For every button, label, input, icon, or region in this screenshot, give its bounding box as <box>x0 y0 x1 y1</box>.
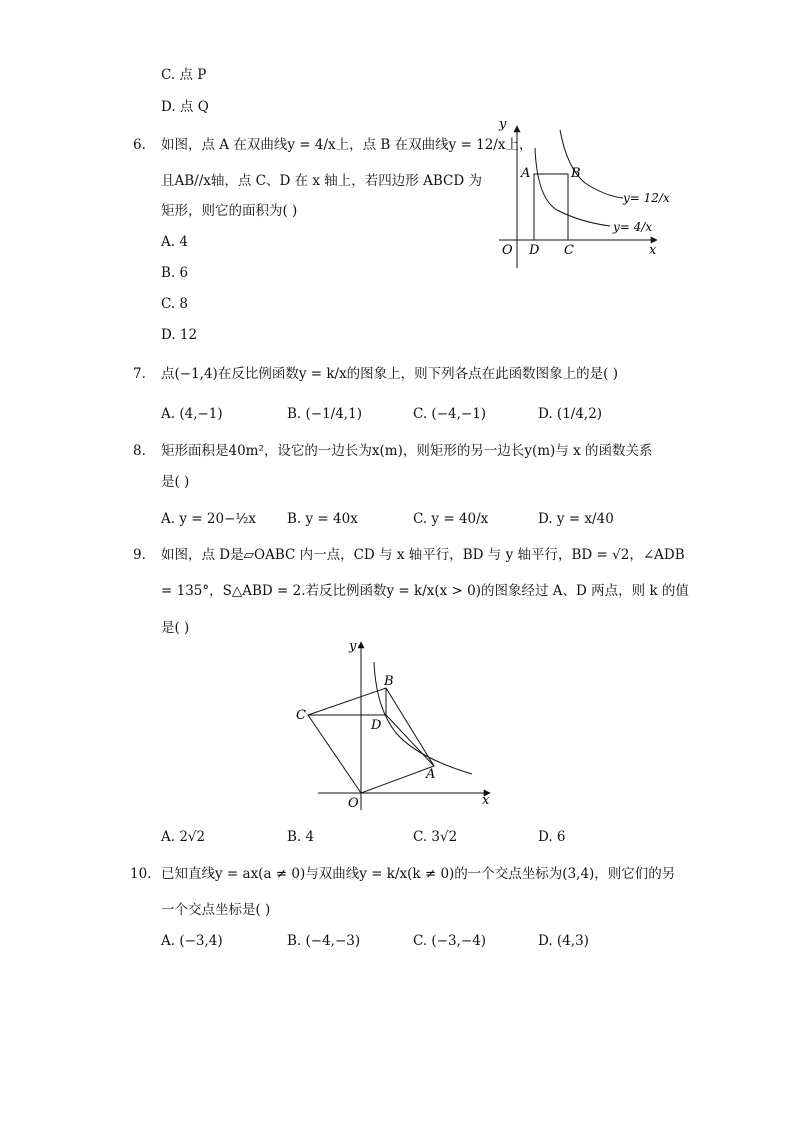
q6-option-a: A. 4 <box>161 234 188 250</box>
q8-number: 8. <box>133 443 146 459</box>
q6-curve1-label: y= 12/x <box>623 191 670 205</box>
q9-point-a-label: A <box>426 767 436 782</box>
q7-option-a: A. (4,−1) <box>161 406 223 422</box>
q10-number: 10. <box>130 866 152 882</box>
q6-stem-line2: 且AB//x轴，点 C、D 在 x 轴上，若四边形 ABCD 为 <box>161 173 482 189</box>
q9-point-c-label: C <box>296 708 306 723</box>
q8-option-c: C. y = 40/x <box>413 511 489 527</box>
q9-figure <box>292 636 502 812</box>
q9-option-a: A. 2√2 <box>161 829 206 845</box>
q6-curve-4-over-x <box>535 148 610 226</box>
q7-option-d: D. (1/4,2) <box>538 406 603 422</box>
q6-stem-line1: 如图，点 A 在双曲线y = 4/x上，点 B 在双曲线y = 12/x上， <box>161 137 533 153</box>
q6-option-d: D. 12 <box>161 327 198 343</box>
q10-option-c: C. (−3,−4) <box>413 933 487 949</box>
q10-option-b: B. (−4,−3) <box>287 933 361 949</box>
q8-option-d: D. y = x/40 <box>538 511 614 527</box>
q6-point-c-label: C <box>564 243 574 258</box>
q9-point-d-label: D <box>371 718 382 733</box>
q9-option-b: B. 4 <box>287 829 315 845</box>
q9-option-d: D. 6 <box>538 829 566 845</box>
q6-number: 6. <box>133 137 146 153</box>
q9-number: 9. <box>133 547 146 563</box>
q9-x-label: x <box>482 793 490 808</box>
q10-option-a: A. (−3,4) <box>161 933 223 949</box>
q7-option-c: C. (−4,−1) <box>413 406 487 422</box>
q9-stem-line3: 是( ) <box>161 620 190 636</box>
q9-parallelogram-oabc <box>308 688 434 793</box>
q9-y-label: y <box>349 639 357 654</box>
q6-curve-12-over-x <box>560 130 623 198</box>
q6-origin-label: O <box>502 243 513 258</box>
q10-stem-line2: 一个交点坐标是( ) <box>161 902 271 918</box>
q9-stem-line1: 如图，点 D是▱OABC 内一点，CD 与 x 轴平行，BD 与 y 轴平行，BD = √2，∠ADB <box>161 547 685 563</box>
q5-option-d: D. 点 Q <box>161 99 209 115</box>
q6-stem-line3: 矩形，则它的面积为( ) <box>161 203 298 219</box>
q6-option-b: B. 6 <box>161 265 189 281</box>
q7-stem: 点(−1,4)在反比例函数y = k/x的图象上，则下列各点在此函数图象上的是( ) <box>161 366 619 382</box>
q6-figure <box>495 117 670 270</box>
q6-x-label: x <box>649 243 657 258</box>
q10-option-d: D. (4,3) <box>538 933 589 949</box>
q9-origin-label: O <box>348 796 359 811</box>
q9-stem-line2: = 135°，S△ABD = 2.若反比例函数y = k/x(x > 0)的图象经过 A、D 两点，则 k 的值 <box>161 583 689 599</box>
q6-rectangle-abcd <box>534 174 568 240</box>
q5-option-c: C. 点 P <box>161 67 207 83</box>
q6-point-d-label: D <box>529 243 540 258</box>
q6-point-b-label: B <box>571 166 581 181</box>
q8-option-a: A. y = 20−½x <box>161 511 257 527</box>
q7-option-b: B. (−1/4,1) <box>287 406 362 422</box>
q7-number: 7. <box>133 366 146 382</box>
q8-option-b: B. y = 40x <box>287 511 358 527</box>
q6-option-c: C. 8 <box>161 296 189 312</box>
q6-y-label: y <box>499 117 507 132</box>
q8-stem-line2: 是( ) <box>161 474 190 490</box>
q9-option-c: C. 3√2 <box>413 829 458 845</box>
q10-stem-line1: 已知直线y = ax(a ≠ 0)与双曲线y = k/x(k ≠ 0)的一个交点坐标为(3,4)，则它们的另 <box>161 866 676 882</box>
q9-point-b-label: B <box>384 674 394 689</box>
q8-stem-line1: 矩形面积是40m²，设它的一边长为x(m)，则矩形的另一边长y(m)与 x 的函数关系 <box>161 443 653 459</box>
q9-segment-ad <box>386 715 434 766</box>
q6-curve2-label: y= 4/x <box>613 220 653 234</box>
q6-point-a-label: A <box>521 166 531 181</box>
